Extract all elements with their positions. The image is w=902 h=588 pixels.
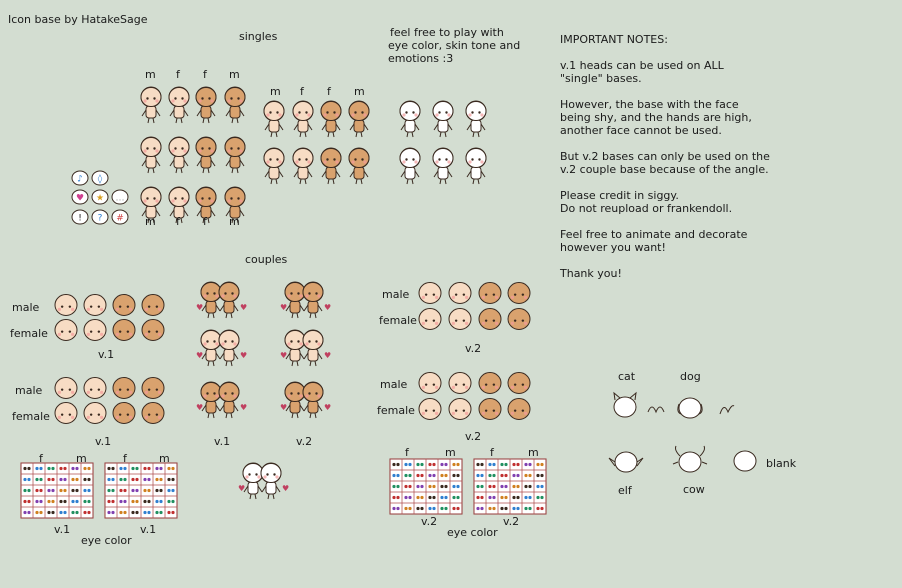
emote-bubble-icon (112, 210, 128, 224)
chibi-head (196, 188, 216, 207)
singles-header: singles (239, 30, 278, 43)
chibi-head (243, 464, 263, 483)
gender-letter: f (123, 452, 127, 465)
head-icon-male (84, 378, 106, 399)
head-icon-female (479, 399, 501, 420)
chibi-head (285, 331, 305, 350)
eye-color-grid-v2 (390, 459, 462, 514)
notes-heading: IMPORTANT NOTES: (560, 33, 668, 46)
version-label: v.2 (296, 435, 313, 448)
free-play-line-2: eye color, skin tone and (388, 39, 521, 52)
chibi-head (321, 102, 341, 121)
blank-head-icon (734, 451, 756, 471)
chibi-head (466, 102, 486, 121)
note-paragraph: Thank you! (560, 267, 622, 280)
chibi-head (349, 102, 369, 121)
note-paragraph: Please credit in siggy. Do not reupload or frankendoll. (560, 189, 733, 215)
svg-text:!: ! (78, 213, 82, 224)
version-label: v.1 (95, 435, 112, 448)
eye-color-label: eye color (447, 526, 498, 539)
cat-ears-icon (614, 393, 636, 417)
gender-letter: m (229, 68, 240, 81)
head-icon-male (142, 295, 164, 316)
head-icon-female (142, 403, 164, 424)
svg-text:♥: ♥ (280, 403, 288, 412)
chibi-head (285, 283, 305, 302)
eye-color-grid-v1 (105, 463, 177, 518)
chibi-head (433, 102, 453, 121)
gender-letter: m (445, 446, 456, 459)
emote-bubble-icon (72, 171, 88, 185)
version-label: v.2 (465, 342, 482, 355)
chibi-head (293, 149, 313, 168)
head-icon-female (113, 320, 135, 341)
head-icon-female (419, 309, 441, 330)
important-notes (560, 33, 800, 293)
head-icon-female (142, 320, 164, 341)
emote-bubble-icon (72, 210, 88, 224)
head-icon-male (479, 373, 501, 394)
emote-bubble-icon (92, 190, 108, 204)
chibi-head (433, 149, 453, 168)
emote-bubble-icon (92, 171, 108, 185)
chibi-head (303, 331, 323, 350)
gender-letter: m (145, 215, 156, 228)
head-icon-female (479, 309, 501, 330)
note-paragraph: Feel free to animate and decorate however you want! (560, 228, 748, 254)
row-label-female: female (10, 327, 48, 340)
chibi-head (169, 188, 189, 207)
svg-text:?: ? (97, 213, 103, 224)
elf-ears-icon (609, 452, 643, 472)
head-icon-male (508, 283, 530, 304)
dog-ears-icon (678, 398, 702, 418)
chibi-head (196, 138, 216, 157)
note-paragraph: However, the base with the face being shy, and the hands are high, another face cannot be used. (560, 98, 752, 137)
svg-text:♥: ♥ (324, 403, 332, 412)
chibi-head (141, 138, 161, 157)
gender-letter: f (39, 452, 43, 465)
dog-tail-icon (720, 406, 734, 414)
head-icon-male (113, 378, 135, 399)
chibi-head (219, 383, 239, 402)
head-icon-male (55, 295, 77, 316)
head-icon-female (508, 309, 530, 330)
svg-text:♥: ♥ (238, 484, 246, 493)
couple-outline-base (238, 484, 289, 493)
head-icon-female (113, 403, 135, 424)
svg-text:♥: ♥ (280, 303, 288, 312)
couple-base-v1 (196, 403, 247, 412)
svg-text:♥: ♥ (196, 351, 204, 360)
emote-bubble-icon (92, 210, 108, 224)
head-icon-female (508, 399, 530, 420)
svg-text:♥: ♥ (240, 403, 248, 412)
couple-base-v1 (196, 351, 247, 360)
version-label: v.1 (214, 435, 231, 448)
svg-text:◊: ◊ (97, 174, 103, 185)
head-icon-female (449, 309, 471, 330)
svg-text:♥: ♥ (324, 351, 332, 360)
chibi-head (141, 88, 161, 107)
chibi-head (466, 149, 486, 168)
version-label: v.2 (421, 515, 438, 528)
chibi-head (219, 331, 239, 350)
svg-text:♥: ♥ (240, 351, 248, 360)
chibi-head (321, 149, 341, 168)
couple-base-v2 (280, 403, 331, 412)
svg-text:♥: ♥ (75, 193, 85, 204)
version-label: v.2 (503, 515, 520, 528)
gender-letter: f (203, 68, 207, 81)
chibi-head (225, 138, 245, 157)
row-label-female: female (377, 404, 415, 417)
chibi-head (201, 283, 221, 302)
cat-tail-icon (648, 407, 664, 412)
chibi-head (261, 464, 281, 483)
chibi-head (264, 149, 284, 168)
svg-text:♥: ♥ (282, 484, 290, 493)
row-label-female: female (12, 410, 50, 423)
head-icon-male (142, 378, 164, 399)
svg-text:♥: ♥ (196, 403, 204, 412)
head-icon-female (55, 403, 77, 424)
head-icon-male (449, 373, 471, 394)
svg-text:♥: ♥ (240, 303, 248, 312)
chibi-head (303, 383, 323, 402)
gender-letter: m (528, 446, 539, 459)
couple-base-v2 (280, 351, 331, 360)
gender-letter: m (270, 85, 281, 98)
sheet-title: Icon base by HatakeSage (8, 13, 148, 26)
head-icon-female (84, 403, 106, 424)
head-icon-male (479, 283, 501, 304)
svg-text:♥: ♥ (280, 351, 288, 360)
chibi-head (293, 102, 313, 121)
note-paragraph: v.1 heads can be used on ALL "single" bases. (560, 59, 724, 85)
chibi-head (225, 188, 245, 207)
chibi-head (285, 383, 305, 402)
accessory-label-cow: cow (683, 483, 705, 496)
free-play-line-1: feel free to play with (390, 26, 504, 39)
chibi-head (201, 383, 221, 402)
eye-color-grid-v2 (474, 459, 546, 514)
gender-letter: f (327, 85, 331, 98)
row-label-male: male (15, 384, 43, 397)
head-icon-male (55, 378, 77, 399)
eye-color-grid-v1 (21, 463, 93, 518)
gender-letter: m (76, 452, 87, 465)
svg-text:…: … (115, 193, 125, 204)
chibi-head (349, 149, 369, 168)
gender-letter: f (176, 215, 180, 228)
chibi-head (400, 102, 420, 121)
chibi-head (225, 88, 245, 107)
free-play-line-3: emotions :3 (388, 52, 454, 65)
head-icon-female (419, 399, 441, 420)
svg-text:♥: ♥ (196, 303, 204, 312)
chibi-head (196, 88, 216, 107)
version-label: v.2 (465, 430, 482, 443)
accessory-label-elf: elf (618, 484, 632, 497)
accessory-label-blank: blank (766, 457, 797, 470)
row-label-male: male (380, 378, 408, 391)
couple-base-v1 (196, 303, 247, 312)
emote-bubble-icon (112, 190, 128, 204)
eye-color-label: eye color (81, 534, 132, 547)
svg-text:♥: ♥ (324, 303, 332, 312)
row-label-male: male (382, 288, 410, 301)
head-icon-male (508, 373, 530, 394)
gender-letter: f (203, 215, 207, 228)
couple-base-v2 (280, 303, 331, 312)
chibi-head (169, 88, 189, 107)
svg-text:#: # (116, 213, 124, 224)
chibi-head (141, 188, 161, 207)
chibi-head (169, 138, 189, 157)
head-icon-male (419, 373, 441, 394)
emote-bubble-icon (72, 190, 88, 204)
gender-letter: f (176, 68, 180, 81)
gender-letter: m (159, 452, 170, 465)
chibi-head (201, 331, 221, 350)
head-icon-male (449, 283, 471, 304)
head-icon-male (419, 283, 441, 304)
svg-text:♪: ♪ (77, 174, 83, 185)
row-label-female: female (379, 314, 417, 327)
svg-text:★: ★ (95, 193, 105, 204)
version-label: v.1 (140, 523, 157, 536)
accessory-label-dog: dog (680, 370, 701, 383)
chibi-head (219, 283, 239, 302)
gender-letter: m (354, 85, 365, 98)
cow-horns-icon (673, 446, 707, 472)
version-label: v.1 (54, 523, 71, 536)
accessory-label-cat: cat (618, 370, 636, 383)
head-icon-male (113, 295, 135, 316)
gender-letter: f (300, 85, 304, 98)
row-label-male: male (12, 301, 40, 314)
couples-header: couples (245, 253, 288, 266)
gender-letter: m (145, 68, 156, 81)
head-icon-female (84, 320, 106, 341)
chibi-head (400, 149, 420, 168)
version-label: v.1 (98, 348, 115, 361)
chibi-head (303, 283, 323, 302)
gender-letter: f (405, 446, 409, 459)
gender-letter: m (229, 215, 240, 228)
head-icon-female (55, 320, 77, 341)
head-icon-male (84, 295, 106, 316)
chibi-head (264, 102, 284, 121)
note-paragraph: But v.2 bases can only be used on the v.2 couple base because of the angle. (560, 150, 770, 176)
gender-letter: f (490, 446, 494, 459)
head-icon-female (449, 399, 471, 420)
